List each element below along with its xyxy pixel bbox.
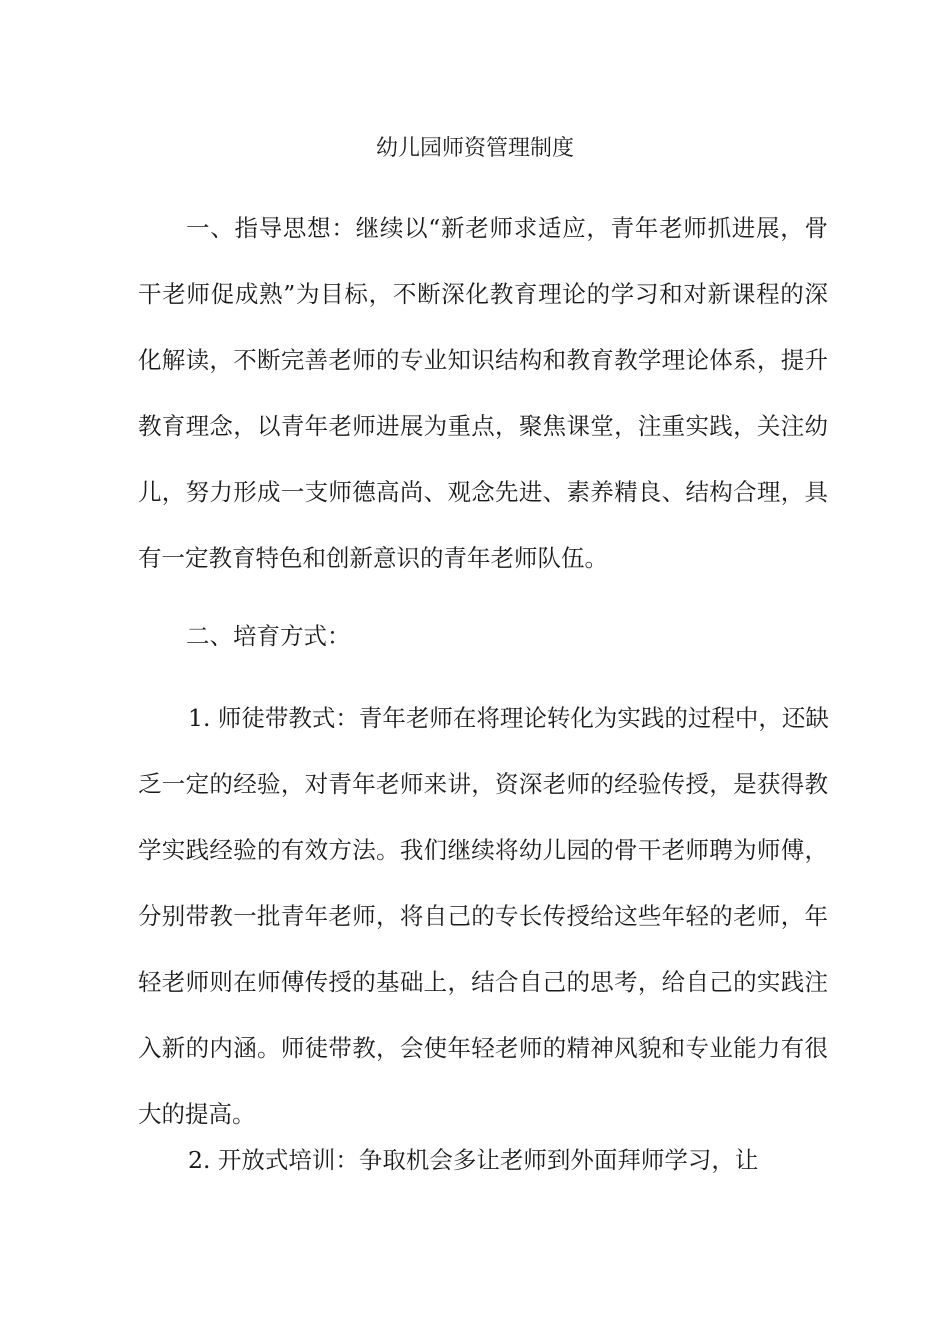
item1-line-3: 学实践经验的有效方法。我们继续将幼儿园的骨干老师聘为师傅，: [138, 836, 828, 864]
section1-line-1: 一、指导思想：继续以“新老师求适应，青年老师抓进展，骨: [186, 214, 828, 242]
section1-line-3: 化解读，不断完善老师的专业知识结构和教育教学理论体系，提升: [138, 346, 828, 374]
item2-line-1: 2. 开放式培训：争取机会多让老师到外面拜师学习，让: [188, 1146, 759, 1174]
item1-line-1: 1. 师徒带教式：青年老师在将理论转化为实践的过程中，还缺: [188, 704, 829, 732]
section2-heading: 二、培育方式：: [186, 622, 351, 650]
section1-line-5: 儿，努力形成一支师德高尚、观念先进、素养精良、结构合理，具: [138, 478, 828, 506]
item1-line-4: 分别带教一批青年老师，将自己的专长传授给这些年轻的老师，年: [138, 902, 828, 930]
section1-line-6: 有一定教育特色和创新意识的青年老师队伍。: [138, 544, 608, 572]
item1-line-7: 大的提高。: [138, 1100, 256, 1128]
item1-line-2: 乏一定的经验，对青年老师来讲，资深老师的经验传授，是获得教: [138, 770, 828, 798]
section1-line-4: 教育理念，以青年老师进展为重点，聚焦课堂，注重实践，关注幼: [138, 412, 828, 440]
item1-line-5: 轻老师则在师傅传授的基础上，结合自己的思考，给自己的实践注: [138, 968, 828, 996]
item1-line-6: 入新的内涵。师徒带教，会使年轻老师的精神风貌和专业能力有很: [138, 1034, 828, 1062]
document-title: 幼儿园师资管理制度: [375, 136, 574, 161]
section1-line-2: 干老师促成熟”为目标，不断深化教育理论的学习和对新课程的深: [138, 280, 828, 308]
